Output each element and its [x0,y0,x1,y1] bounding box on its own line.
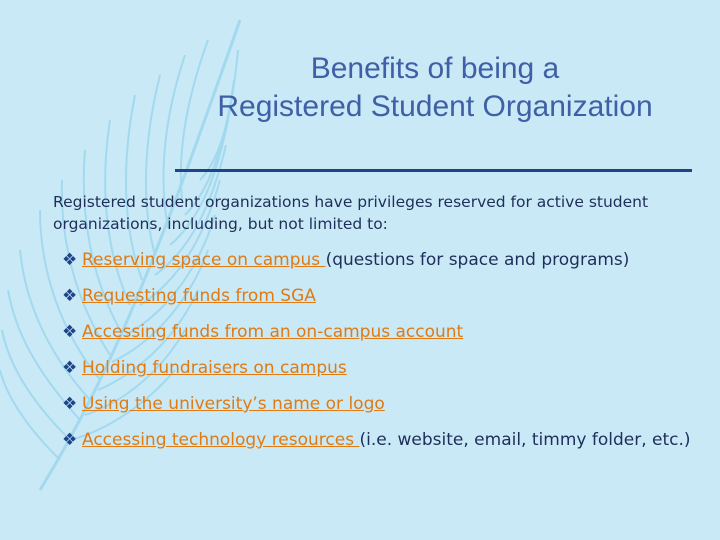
list-item [62,392,702,416]
diamond-bullet-icon: ❖ [62,286,78,306]
intro-paragraph: Registered student organizations have privileges reserved for active student organizations, including, but not limited to: [53,193,649,233]
benefits-list [62,248,702,452]
bullet-link[interactable]: Reserving space on campus [82,250,326,270]
slide-title [150,50,720,126]
list-item [62,320,702,344]
bullet-link[interactable]: Using the university’s name or logo [82,394,385,414]
bullet-text: (i.e. website, email, timmy folder, etc.) [359,430,691,450]
list-item [62,356,702,380]
bullet-link[interactable]: Accessing technology resources [82,430,360,450]
diamond-bullet-icon: ❖ [62,322,78,342]
bullet-link[interactable]: Accessing funds from an on-campus account [82,322,464,342]
list-item [62,248,702,272]
title-line-2: Registered Student Organization [217,90,653,123]
diamond-bullet-icon: ❖ [62,358,78,378]
bullet-link[interactable]: Holding fundraisers on campus [82,358,347,378]
title-divider [175,169,692,172]
title-line-1: Benefits of being a [310,52,560,85]
bullet-text: (questions for space and programs) [325,250,630,270]
list-item [62,284,702,308]
diamond-bullet-icon: ❖ [62,250,78,270]
list-item [62,428,702,452]
diamond-bullet-icon: ❖ [62,430,78,450]
diamond-bullet-icon: ❖ [62,394,78,414]
bullet-link[interactable]: Requesting funds from SGA [82,286,316,306]
